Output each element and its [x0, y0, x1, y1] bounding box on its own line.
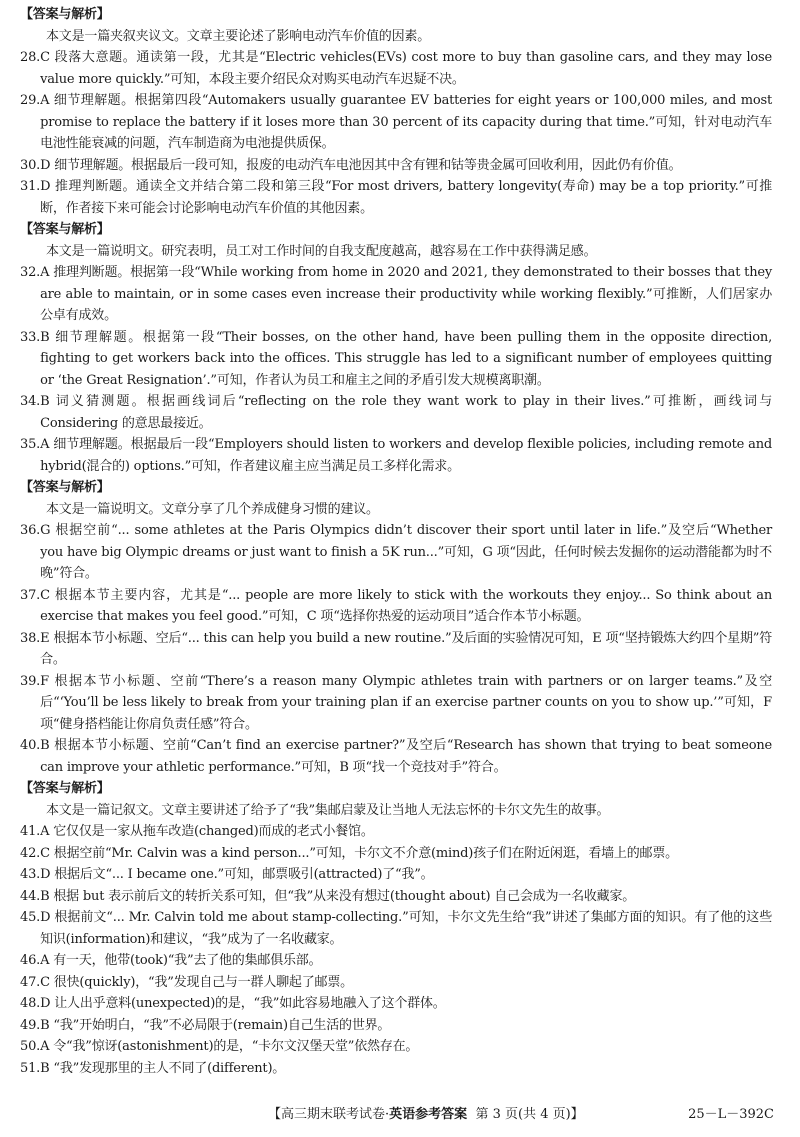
question-number: 34.: [20, 394, 41, 409]
answer-item: [20, 735, 772, 778]
section-heading: 【答案与解析】: [20, 781, 110, 796]
answer-explanation: 细节理解题。根据第四段“Automakers usually guarantee EV batteries for eight years or 100,000 miles, and most promise to replace the battery if it loses more than 30 percent of its capacity during that time.”可知，针对电动汽车电池性能衰减的问题，汽车制造商为电池提供质保。: [40, 93, 772, 151]
answer-letter: C: [40, 974, 50, 990]
answer-body: [40, 434, 772, 477]
answer-letter: B: [40, 394, 50, 409]
answer-body: [40, 47, 772, 90]
section-heading: 【答案与解析】: [20, 222, 110, 237]
footer-page-info: 第 3 页(共 4 页): [475, 1107, 571, 1122]
answer-item: [20, 864, 772, 886]
answer-item: [20, 907, 772, 950]
answer-letter: D: [40, 157, 51, 173]
question-number: 46.: [20, 953, 41, 968]
answer-letter: A: [40, 437, 50, 452]
answer-body: [40, 735, 772, 778]
question-number: 50.: [20, 1039, 41, 1054]
answer-explanation: 细节理解题。根据第一段“Their bosses, on the other hand, have been pulling them in the opposite direction, fighting to get workers back into the offices. This struggle has led to a significant number of employees quitting or ‘the Great Resignation’.”可知，作者认为员工和雇主之间的矛盾引发大规模离职潮。: [40, 329, 772, 388]
answer-letter: G: [40, 523, 51, 538]
answer-body: [40, 950, 772, 972]
answer-item: [20, 391, 772, 434]
question-number: 31.: [20, 179, 41, 194]
answer-letter: A: [40, 1039, 50, 1054]
answer-explanation: 推理判断题。根据第一段“While working from home in 2020 and 2021, they demonstrated to their bosses that they are able to maintain, or in some cases even increase their productivity while working flexibly.”可推断，人们居家办公卓有成效。: [40, 265, 772, 323]
section-intro: 本文是一篇夹叙夹议文。文章主要论述了影响电动汽车价值的因素。: [46, 28, 431, 44]
footer-exam-title: 高三期末联考试卷: [281, 1107, 386, 1122]
answer-letter: D: [40, 996, 51, 1011]
answer-explanation: 细节理解题。根据最后一段可知，报废的电动汽车电池因其中含有锂和钴等贵金属可回收利用，因此仍有价值。: [54, 157, 682, 173]
answer-explanation: “我”开始明白，“我”不必局限于(remain)自己生活的世界。: [53, 1017, 391, 1033]
question-number: 32.: [20, 265, 41, 280]
answer-body: [40, 671, 772, 736]
section-intro: 本文是一篇说明文。文章分享了几个养成健身习惯的建议。: [46, 501, 379, 517]
answer-item: [20, 262, 772, 327]
answer-explanation: 推理判断题。通读全文并结合第二段和第三段“For most drivers, battery longevity(寿命) may be a top priority.”可推断，作者接下来可能会讨论影响电动汽车价值的其他因素。: [40, 179, 773, 216]
answer-explanation: 细节理解题。根据最后一段“Employers should listen to workers and develop flexible policies, including remote and hybrid(混合的) options.”可知，作者建议雇主应当满足员工多样化需求。: [40, 437, 772, 474]
footer-subject: 英语参考答案: [389, 1107, 468, 1122]
answer-item: [20, 520, 772, 585]
answer-explanation: 段落大意题。通读第一段，尤其是“Electric vehicles(EVs) cost more to buy than gasoline cars, and they may lose value more quickly.”可知，本段主要介绍民众对购买电动汽车迟疑不决。: [40, 50, 772, 87]
answer-body: [40, 821, 772, 843]
answer-letter: C: [40, 50, 50, 65]
answer-item: [20, 1015, 772, 1037]
answer-explanation: 根据后文“... I became one.”可知，邮票吸引(attracted)了“我”。: [54, 867, 434, 882]
answer-body: [40, 886, 772, 908]
answer-item: [20, 1058, 772, 1080]
answer-item: [20, 47, 772, 90]
answer-item: [20, 950, 772, 972]
answer-body: [40, 843, 772, 865]
answer-letter: E: [40, 630, 50, 646]
answer-item: [20, 993, 772, 1015]
question-number: 48.: [20, 996, 41, 1011]
answer-item: [20, 1036, 772, 1058]
question-number: 42.: [20, 845, 41, 861]
answer-body: [40, 585, 772, 628]
answer-body: [40, 176, 772, 219]
answer-explanation: 根据空前“... some athletes at the Paris Olympics didn’t discover their sport until later in life.”及空后“Whether you have big Olympic dreams or just want to finish a 5K run...”可知，G 项“因此，任何时候去发掘你的运动潜能都为时不晚”符合。: [40, 523, 772, 581]
answer-letter: B: [40, 888, 50, 904]
answer-item: [20, 628, 772, 671]
answer-body: [40, 907, 772, 950]
answer-body: [40, 1015, 772, 1037]
question-number: 39.: [20, 673, 41, 689]
answer-body: [40, 391, 772, 434]
answer-letter: A: [40, 93, 50, 108]
question-number: 35.: [20, 437, 41, 452]
answer-explanation: 根据本节小标题、空前“There’s a reason many Olympic athletes train with partners or on larger teams.”及空后“‘You’ll be less likely to break from your training plan if an exercise partner counts on you to show up.’”可知，F 项“健身搭档能让你肩负责任感”符合。: [40, 673, 772, 732]
answer-explanation: 根据空前“Mr. Calvin was a kind person...”可知，卡尔文不介意(mind)孩子们在附近闲逛，看墙上的邮票。: [53, 845, 678, 861]
answer-letter: D: [40, 867, 51, 882]
answer-item: [20, 821, 772, 843]
section-heading: 【答案与解析】: [20, 7, 110, 22]
question-number: 41.: [20, 824, 41, 839]
answer-item: [20, 327, 772, 392]
answer-explanation: 令“我”惊讶(astonishment)的是，“卡尔文汉堡天堂”依然存在。: [53, 1039, 419, 1054]
answer-explanation: 它仅仅是一家从拖车改造(changed)而成的老式小餐馆。: [53, 824, 374, 839]
answer-letter: D: [40, 910, 51, 925]
answer-letter: F: [40, 673, 49, 689]
answer-item: [20, 671, 772, 736]
answer-item: [20, 434, 772, 477]
answer-letter: C: [40, 845, 50, 861]
section-intro: 本文是一篇记叙文。文章主要讲述了给予了“我”集邮启蒙及让当地人无法忘怀的卡尔文先生的故事。: [46, 802, 610, 818]
question-number: 45.: [20, 910, 41, 925]
answer-item: [20, 90, 772, 155]
answer-body: [40, 628, 772, 671]
answer-body: [40, 993, 772, 1015]
answer-explanation: 根据 but 表示前后文的转折关系可知，但“我”从来没有想过(thought about) 自己会成为一名收藏家。: [53, 888, 636, 904]
answer-item: [20, 843, 772, 865]
question-number: 38.: [20, 630, 41, 646]
answer-letter: C: [40, 587, 50, 603]
answer-explanation: 根据本节小标题、空前“Can’t find an exercise partner?”及空后“Research has shown that trying to beat someone can improve your athletic performance.”可知，B 项“找一个竞技对手”符合。: [40, 738, 772, 775]
answer-explanation: 词义猜测题。根据画线词后“reflecting on the role they want work to play in their lives.”可推断，画线词与 Considering 的意思最接近。: [40, 394, 772, 431]
answer-explanation: “我”发现那里的主人不同了(different)。: [53, 1060, 286, 1076]
answer-letter: A: [40, 824, 50, 839]
answer-body: [40, 864, 772, 886]
question-number: 49.: [20, 1017, 41, 1033]
question-number: 43.: [20, 867, 41, 882]
answer-letter: B: [40, 1060, 50, 1076]
answer-body: [40, 972, 772, 994]
answer-explanation: 有一天，他带(took)“我”去了他的集邮俱乐部。: [53, 953, 322, 968]
section-intro: 本文是一篇说明文。研究表明，员工对工作时间的自我支配度越高，越容易在工作中获得满足感。: [46, 243, 597, 259]
question-number: 40.: [20, 738, 41, 753]
question-number: 30.: [20, 157, 41, 173]
answer-body: [40, 1036, 772, 1058]
answer-letter: A: [40, 265, 50, 280]
answer-item: [20, 155, 772, 177]
question-number: 44.: [20, 888, 41, 904]
answer-letter: B: [40, 329, 50, 345]
question-number: 37.: [20, 587, 41, 603]
answer-explanation: 根据本节小标题、空后“... this can help you build a new routine.”及后面的实验情况可知，E 项“坚持锻炼大约四个星期”符合。: [40, 630, 772, 667]
question-number: 28.: [20, 50, 41, 65]
answer-item: [20, 886, 772, 908]
page-footer: [0, 1103, 800, 1127]
question-number: 33.: [20, 329, 41, 345]
question-number: 29.: [20, 93, 41, 108]
answer-content: [20, 4, 772, 1079]
answer-body: [40, 90, 772, 155]
answer-explanation: 根据前文“... Mr. Calvin told me about stamp-collecting.”可知，卡尔文先生给“我”讲述了集邮方面的知识。有了他的这些知识(information)和建议，“我”成为了一名收藏家。: [40, 910, 772, 947]
answer-explanation: 让人出乎意料(unexpected)的是，“我”如此容易地融入了这个群体。: [54, 996, 446, 1011]
answer-body: [40, 1058, 772, 1080]
section-heading: 【答案与解析】: [20, 480, 110, 495]
answer-letter: D: [40, 179, 51, 194]
footer-title: 【高三期末联考试卷·英语参考答案 第 3 页(共 4 页)】: [268, 1107, 584, 1122]
answer-letter: A: [40, 953, 50, 968]
answer-body: [40, 327, 772, 392]
answer-item: [20, 176, 772, 219]
answer-letter: B: [40, 738, 50, 753]
answer-item: [20, 972, 772, 994]
answer-body: [40, 155, 772, 177]
question-number: 47.: [20, 974, 41, 990]
answer-body: [40, 520, 772, 585]
footer-code: 25－L－392C: [688, 1107, 774, 1122]
answer-body: [40, 262, 772, 327]
answer-letter: B: [40, 1017, 50, 1033]
answer-item: [20, 585, 772, 628]
question-number: 36.: [20, 523, 41, 538]
question-number: 51.: [20, 1060, 41, 1076]
answer-explanation: 很快(quickly)，“我”发现自己与一群人聊起了邮票。: [53, 974, 353, 990]
answer-explanation: 根据本节主要内容，尤其是“... people are more likely to stick with the workouts they enjoy... So think about an exercise that makes you feel good.”可知，C 项“选择你热爱的运动项目”适合作本节小标题。: [40, 587, 772, 624]
